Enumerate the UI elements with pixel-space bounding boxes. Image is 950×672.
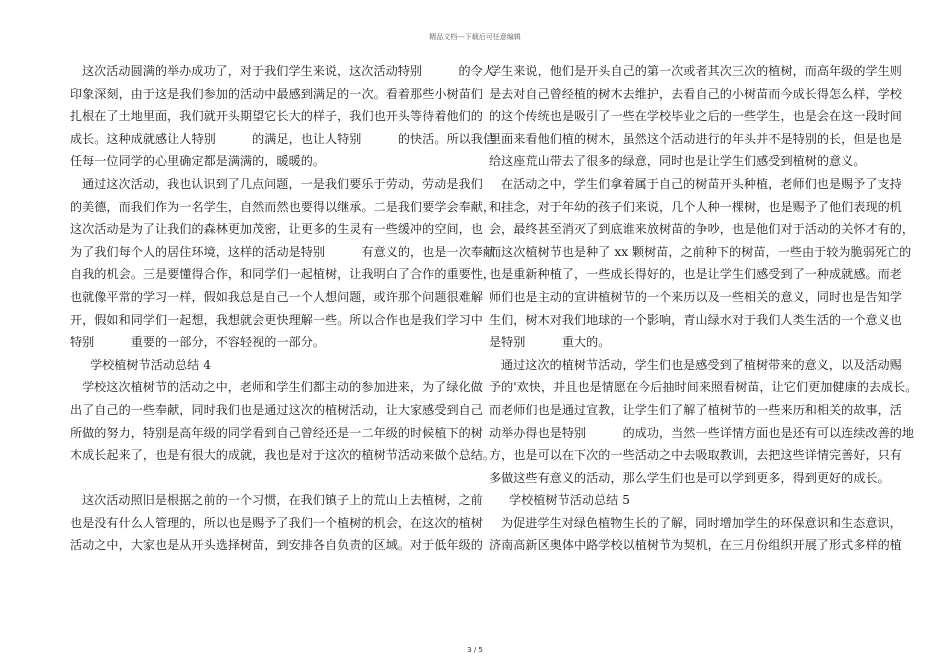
- text-line: 学生来说，他们是开头自己的第一次或者其次三次的植树，而高年级的学生则: [489, 64, 902, 78]
- text-line: 给这座荒山带去了很多的绿意，同时也是让学生们感受到植树的意义。: [489, 154, 866, 169]
- text-line: 师们也是主动的宣讲植树节的一个来历以及一些相关的意义，同时也是告知学: [489, 289, 902, 304]
- text-line: 济南高新区奥体中路学校以植树节为契机，在三月份组织开展了形式多样的植: [489, 538, 902, 553]
- text-line: 任每一位同学的心里确定都是满满的，暖暖的。: [70, 154, 326, 169]
- text-line: 的这个传统也是吸引了一些在学校毕业之后的一些学生，也是会在这一段时间: [489, 109, 902, 124]
- text-line: 木成长起来了，也是有很大的成就，我也是对于这次的植树节活动来做个总结。: [70, 448, 496, 463]
- text-line: 的美德，而我们作为一名学生，自然而然也要得以继承。二是我们要学会奉献，: [70, 199, 496, 214]
- text-line: 这次活动圆满的举办成功了，对于我们学生来说，这次活动特别 的令人: [82, 64, 495, 78]
- text-line: 出了自己的一些奉献，同时我们也是通过这次的植树活动，让大家感受到自己: [70, 402, 483, 417]
- text-line: 在活动之中，学生们拿着属于自己的树苗开头种植，老师们也是赐予了支持: [501, 176, 902, 191]
- text-line: 成长。这种成就感让人特别 的满足，也让人特别 的快活。所以我信: [70, 131, 496, 146]
- text-line: 是特别 重大的。: [489, 335, 611, 350]
- text-line: 特别 重要的一部分，不容轻视的一部分。: [70, 335, 326, 350]
- text-line: 会，最终甚至消灭了到底谁来放树苗的争吵，也是他们对于活动的关怀才有的，: [489, 222, 915, 237]
- section-heading: 学校植树节活动总结 5: [509, 493, 630, 508]
- text-line: 这次活动照旧是根据之前的一个习惯，在我们镇子上的荒山上去植树，之前: [82, 493, 483, 508]
- text-line: 开，假如和同学们一起想，我想就会更快理解一些。所以合作也是我们学习中: [70, 312, 483, 327]
- text-line: 里面来看他们植的树木，虽然这个活动进行的年头并不是特别的长，但是也是: [489, 131, 902, 146]
- blank-line: [70, 467, 452, 490]
- text-line: 学校这次植树节的活动之中，老师和学生们都主动的参加进来，为了绿化做: [82, 380, 483, 395]
- text-line: 方，也是可以在下次的一些活动之中去吸取教训，去把这些详情完善好，只有: [489, 448, 902, 463]
- page-header: 精品文档---下载后可任意编辑: [429, 33, 521, 41]
- text-line: 印象深刻，由于这是我们参加的活动中最感到满足的一次。看着那些小树苗们: [70, 86, 483, 101]
- left-column: [70, 60, 496, 557]
- text-line: 通过这次活动，我也认识到了几点问题，一是我们要乐于劳动，劳动是我们: [82, 176, 483, 191]
- text-line: 扎根在了土地里面，我们就开头期望它长大的样子，我们也开头等待着他们的: [70, 109, 483, 124]
- text-line: 通过这次的植树节活动，学生们也是感受到了植树带来的意义，以及活动赐: [501, 357, 902, 372]
- text-line: 这次活动是为了让我们的森林更加茂密，让更多的生灵有一些缓冲的空间，也: [70, 222, 483, 237]
- text-line: 而老师们也是通过宣教，让学生们了解了植树节的一些来历和相关的故事，活: [489, 402, 902, 417]
- text-line: 予的'欢快，并且也是情愿在今后抽时间来照看树苗，让它们更加健康的去成长。: [489, 380, 918, 395]
- section-heading: 学校植树节活动总结 4: [90, 357, 211, 372]
- text-line: 也是没有什么人管理的，所以也是赐予了我们一个植树的机会，在这次的植树: [70, 515, 483, 530]
- text-line: 生们，树木对我们地球的一个影响，青山绿水对于我们人类生活的一个意义也: [489, 312, 902, 327]
- text-line: 所做的努力，特别是高年级的同学看到自己曾经还是一二年级的时候植下的树: [70, 425, 483, 440]
- text-line: 是去对自己曾经植的树木去维护，去看自己的小树苗而今成长得怎么样，学校: [489, 86, 902, 101]
- text-line: 而这次植树节也是种了 xx 颗树苗，之前种下的树苗，一些由于较为脆弱死亡的: [489, 244, 912, 259]
- text-line: 活动之中，大家也是从开头选择树苗，到安排各自负责的区域。对于低年级的: [70, 538, 483, 553]
- text-line: 也是重新种植了，一些成长得好的，也是让学生们感受到了一种成就感。而老: [489, 267, 902, 282]
- text-line: 和挂念，对于年幼的孩子们来说，几个人种一棵树，也是赐予了他们表现的机: [489, 199, 902, 214]
- text-line: 也就像平常的学习一样，假如我总是自己一个人想问题，或许那个问题很难解: [70, 289, 483, 304]
- right-column: [489, 60, 918, 557]
- text-line: 多做这些有意义的活动，那么学生们也是可以学到更多，得到更好的成长。: [489, 470, 890, 485]
- text-line: 为了我们每个人的居住环境，这样的活动是特别 有意义的，也是一次奉献: [70, 244, 496, 259]
- text-line: 为促进学生对绿色植物生长的了解，同时增加学生的环保意识和生态意识，: [501, 515, 902, 530]
- text-line: 自我的机会。三是要懂得合作，和同学们一起植树，让我明白了合作的重要性，: [70, 267, 496, 282]
- text-line: 动举办得也是特别 的成功，当然一些详情方面也是还有可以连续改善的地: [489, 425, 915, 440]
- page-number: 3 / 5: [467, 646, 483, 654]
